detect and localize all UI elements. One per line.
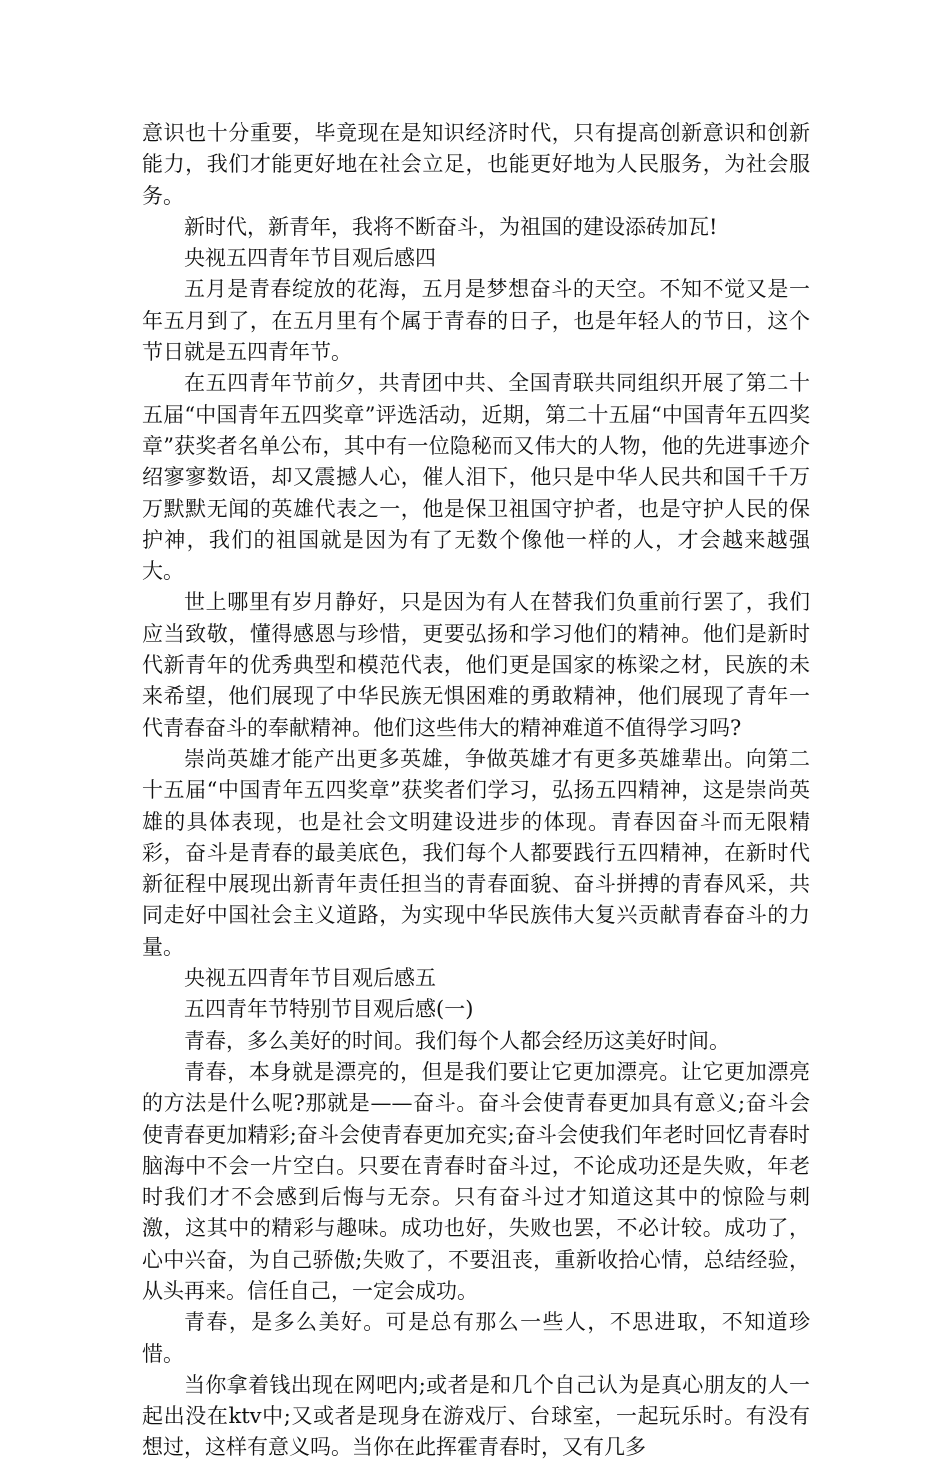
paragraph-body: 崇尚英雄才能产出更多英雄，争做英雄才有更多英雄辈出。向第二十五届“中国青年五四奖章”获奖者们学习，弘扬五四精神，这是崇尚英雄的具体表现，也是社会文明建设进步的体现。青春因奋斗而无限精彩，奋斗是青春的最美底色，我们每个人都要践行五四精神，在新时代新征程中展现出新青年责任担当的青春面貌、奋斗拼搏的青春风采，共同走好中国社会主义道路，为实现中华民族伟大复兴贡献青春奋斗的力量。 <box>142 746 810 959</box>
subsection-heading: 五四青年节特别节目观后感(一) <box>184 997 474 1022</box>
paragraph-body: 当你拿着钱出现在网吧内;或者是和几个自己认为是真心朋友的人一起出没在ktv中;又或者是现身在游戏厅、台球室，一起玩乐时。有没有想过，这样有意义吗。当你在此挥霍青春时，又有几多 <box>142 1372 810 1460</box>
section-heading-4: 央视五四青年节目观后感四 <box>184 246 436 271</box>
paragraph-body: 青春，是多么美好。可是总有那么一些人，不思进取，不知道珍惜。 <box>142 1310 810 1366</box>
section-heading-5: 央视五四青年节目观后感五 <box>184 966 436 991</box>
paragraph-body: 新时代，新青年，我将不断奋斗，为祖国的建设添砖加瓦! <box>184 214 718 239</box>
paragraph-continuation: 意识也十分重要，毕竟现在是知识经济时代，只有提高创新意识和创新能力，我们才能更好地在社会立足，也能更好地为人民服务，为社会服务。 <box>142 121 810 208</box>
paragraph-body: 世上哪里有岁月静好，只是因为有人在替我们负重前行罢了，我们应当致敬，懂得感恩与珍惜，更要弘扬和学习他们的精神。他们是新时代新青年的优秀典型和模范代表，他们更是国家的栋梁之材，民族的未来希望，他们展现了中华民族无惧困难的勇敢精神，他们展现了青年一代青春奋斗的奉献精神。他们这些伟大的精神难道不值得学习吗? <box>142 590 810 740</box>
document-body <box>142 118 810 1464</box>
paragraph-body: 五月是青春绽放的花海，五月是梦想奋斗的天空。不知不觉又是一年五月到了，在五月里有个属于青春的日子，也是年轻人的节日，这个节日就是五四青年节。 <box>142 277 810 365</box>
paragraph-body: 青春，多么美好的时间。我们每个人都会经历这美好时间。 <box>184 1028 730 1053</box>
paragraph-body: 在五四青年节前夕，共青团中共、全国青联共同组织开展了第二十五届“中国青年五四奖章”评选活动，近期，第二十五届“中国青年五四奖章”获奖者名单公布，其中有一位隐秘而又伟大的人物，他的先进事迹介绍寥寥数语，却又震撼人心，催人泪下，他只是中华人民共和国千千万万默默无闻的英雄代表之一，他是保卫祖国守护者，也是守护人民的保护神，我们的祖国就是因为有了无数个像他一样的人，才会越来越强大。 <box>142 371 810 584</box>
paragraph-body: 青春，本身就是漂亮的，但是我们要让它更加漂亮。让它更加漂亮的方法是什么呢?那就是——奋斗。奋斗会使青春更加具有意义;奋斗会使青春更加精彩;奋斗会使青春更加充实;奋斗会使我们年老时回忆青春时脑海中不会一片空白。只要在青春时奋斗过，不论成功还是失败，年老时我们才不会感到后悔与无奈。只有奋斗过才知道这其中的惊险与刺激，这其中的精彩与趣味。成功也好，失败也罢，不必计较。成功了，心中兴奋，为自己骄傲;失败了，不要沮丧，重新收拾心情，总结经验，从头再来。信任自己，一定会成功。 <box>142 1059 810 1303</box>
